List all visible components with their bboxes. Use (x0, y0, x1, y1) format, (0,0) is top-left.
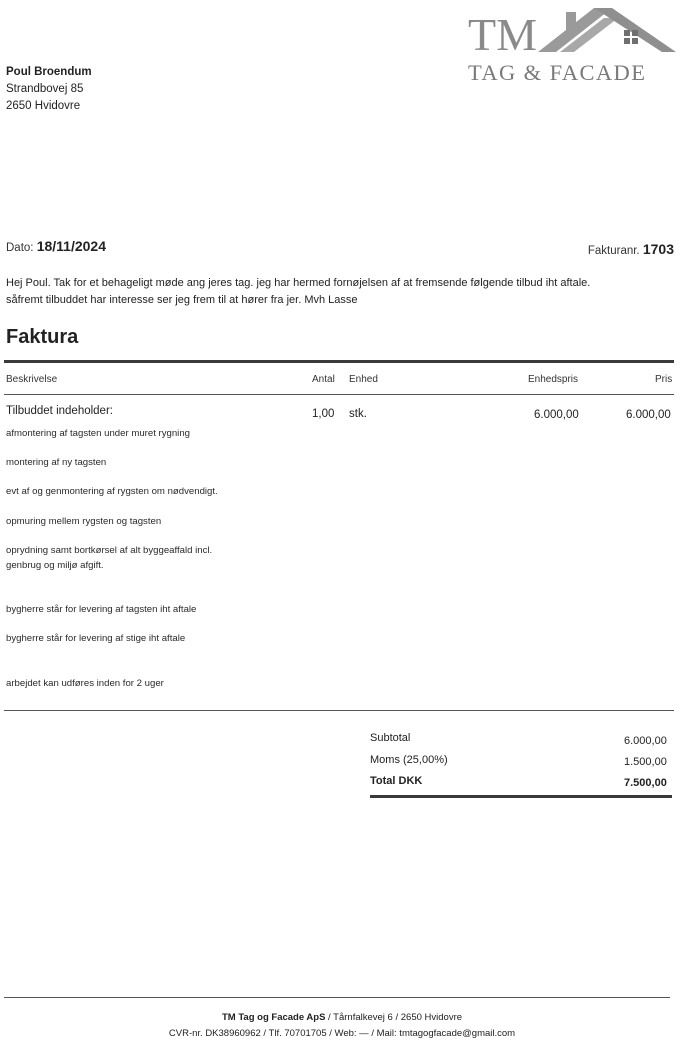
total-value: 7.500,00 (624, 777, 667, 789)
footer-contact-line: CVR-nr. DK38960962 / Tlf. 70701705 / Web: — / Mail: tmtagogfacade@gmail.com (168, 1028, 516, 1039)
footer-address: / Tårnfalkevej 6 / 2650 Hvidovre (325, 1012, 463, 1023)
list-item: montering af ny tagsten (6, 457, 107, 468)
subtotal-value: 6.000,00 (624, 735, 667, 747)
invoice-number-label: Fakturanr. (587, 245, 640, 257)
intro-line-1: Hej Poul. Tak for et behageligt møde ang jeres tag. jeg har hermed fornøjelsen af at fremsende følgende tilbud iht aftale. (6, 277, 591, 289)
list-item: evt af og genmontering af rygsten om nødvendigt. (6, 486, 218, 497)
list-item: afmontering af tagsten under muret rygning (6, 428, 190, 439)
invoice-date (6, 238, 106, 254)
row-description: Tilbuddet indeholder: (6, 405, 113, 417)
row-unit-price: 6.000,00 (534, 409, 579, 421)
row-price: 6.000,00 (626, 409, 671, 421)
list-item: oprydning samt bortkørsel af alt byggeaffald incl. (6, 545, 213, 556)
vat-label: Moms (25,00%) (370, 754, 448, 766)
house-roof-icon (466, 4, 678, 60)
logo-company-line: TAG & FACADE (468, 60, 647, 85)
total-underline (370, 795, 672, 798)
invoice-number-value: 1703 (642, 241, 674, 257)
col-header-qty: Antal (312, 374, 335, 385)
total-label: Total DKK (370, 775, 423, 787)
col-header-price: Pris (655, 374, 673, 385)
footer-company-line (0, 1012, 684, 1023)
col-header-unit-price: Enhedspris (528, 374, 579, 385)
date-value: 18/11/2024 (36, 238, 106, 254)
vat-value: 1.500,00 (624, 756, 667, 768)
recipient-address (6, 64, 92, 115)
list-item: bygherre står for levering af tagsten iht aftale (6, 604, 197, 615)
document-title: Faktura (6, 326, 79, 348)
intro-line-2: såfremt tilbuddet har interesse ser jeg frem til at hører fra jer. Mvh Lasse (6, 294, 358, 306)
list-item: bygherre står for levering af stige iht aftale (6, 633, 186, 644)
col-header-description: Beskrivelse (6, 374, 58, 385)
list-item: opmuring mellem rygsten og tagsten (6, 516, 162, 527)
list-item: genbrug og miljø afgift. (6, 560, 104, 571)
col-header-unit: Enhed (349, 374, 378, 385)
row-unit: stk. (349, 408, 367, 420)
list-item: arbejdet kan udføres inden for 2 uger (6, 678, 164, 689)
title-divider (4, 360, 674, 363)
subtotal-label: Subtotal (370, 732, 411, 744)
recipient-street: Strandbovej 85 (6, 83, 84, 95)
date-label: Dato: (6, 242, 34, 254)
footer-company-name: TM Tag og Facade ApS (221, 1012, 326, 1023)
header-divider (4, 394, 674, 395)
row-qty: 1,00 (312, 408, 335, 420)
recipient-name: Poul Broendum (6, 66, 92, 78)
footer-divider (4, 997, 670, 998)
recipient-city: 2650 Hvidovre (6, 100, 81, 112)
company-logo (466, 4, 678, 86)
intro-text (6, 275, 674, 309)
invoice-number (588, 241, 674, 257)
table-bottom-divider (4, 710, 674, 711)
logo-initials: TM (468, 9, 537, 60)
